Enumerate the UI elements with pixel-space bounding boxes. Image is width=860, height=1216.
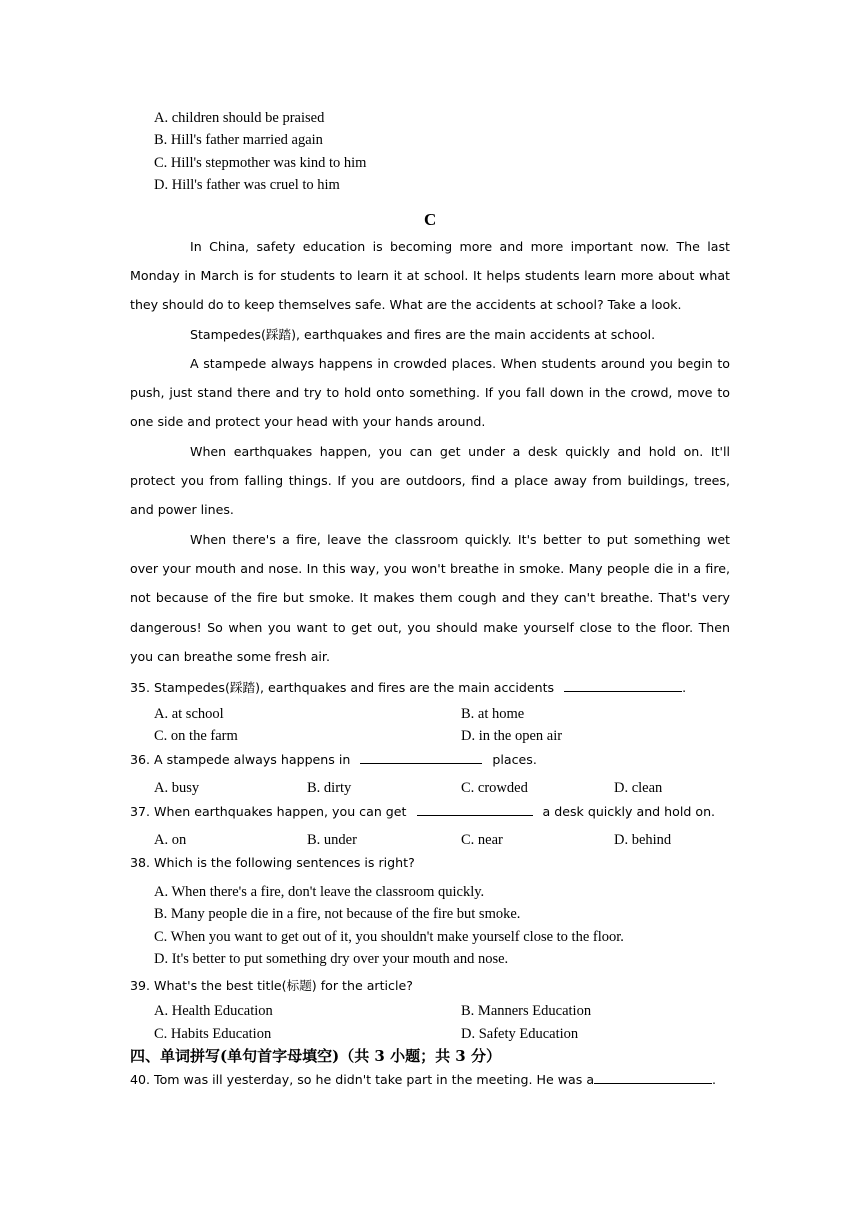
q34-option-d: D. Hill's father was cruel to him xyxy=(154,177,340,193)
q38-option-d: D. It's better to put something dry over your mouth and nose. xyxy=(154,951,509,967)
q38-option-b: B. Many people die in a fire, not because of the fire but smoke. xyxy=(154,906,521,922)
q39-stem: 39. What's the best title(标题) for the article? xyxy=(130,978,413,993)
passage-paragraph-2: Stampedes(踩踏), earthquakes and fires are the main accidents at school. xyxy=(190,327,656,342)
q37-option-b: B. under xyxy=(307,832,357,848)
q36-stem-after: places. xyxy=(492,752,537,767)
section-heading: 四、单词拼写(单句首字母填空)（共 3 小题；共 3 分） xyxy=(130,1047,501,1065)
q34-option-a: A. children should be praised xyxy=(154,110,325,126)
q39-option-c: C. Habits Education xyxy=(154,1026,272,1042)
q37-stem-after: a desk quickly and hold on. xyxy=(542,804,716,819)
q37-answer-blank[interactable] xyxy=(417,803,533,816)
q40-stem xyxy=(130,1071,716,1087)
q35-stem-before: 35. Stampedes(踩踏), earthquakes and fires are the main accidents xyxy=(130,680,555,695)
passage-paragraph-1: In China, safety education is becoming more and more important now. The last Monday in March is for students to learn it at school. It helps students learn more about what they should do to keep themselves safe. What are the accidents at school? Take a look. xyxy=(130,239,730,313)
q36-answer-blank[interactable] xyxy=(360,751,482,764)
q36-option-b: B. dirty xyxy=(307,780,352,796)
q39-option-b: B. Manners Education xyxy=(461,1003,592,1019)
q40-stem-before: 40. Tom was ill yesterday, so he didn't take part in the meeting. He was a xyxy=(130,1072,595,1087)
q36-option-d: D. clean xyxy=(614,780,663,796)
passage-title: C xyxy=(424,210,437,229)
q37-stem-before: 37. When earthquakes happen, you can get xyxy=(130,804,407,819)
q37-stem xyxy=(130,803,715,819)
q37-option-a: A. on xyxy=(154,832,187,848)
q35-option-d: D. in the open air xyxy=(461,728,563,744)
q39-option-d: D. Safety Education xyxy=(461,1026,579,1042)
q40-stem-after: . xyxy=(712,1072,717,1087)
q36-stem xyxy=(130,751,537,767)
q35-option-c: C. on the farm xyxy=(154,728,238,744)
q38-option-a: A. When there's a fire, don't leave the classroom quickly. xyxy=(154,884,485,900)
q34-option-b: B. Hill's father married again xyxy=(154,132,323,148)
q36-option-a: A. busy xyxy=(154,780,200,796)
q35-stem xyxy=(130,677,686,696)
q39-option-a: A. Health Education xyxy=(154,1003,273,1019)
q36-option-c: C. crowded xyxy=(461,780,528,796)
q34-option-c: C. Hill's stepmother was kind to him xyxy=(154,155,367,171)
q40-answer-blank[interactable] xyxy=(594,1071,712,1084)
q36-stem-before: 36. A stampede always happens in xyxy=(130,752,351,767)
q38-option-c: C. When you want to get out of it, you shouldn't make yourself close to the floor. xyxy=(154,929,624,945)
passage-paragraph-3: A stampede always happens in crowded places. When students around you begin to push, just stand there and try to hold onto something. If you fall down in the crowd, move to one side and protect your head with your hands around. xyxy=(130,356,730,430)
q35-option-a: A. at school xyxy=(154,706,224,722)
q37-option-d: D. behind xyxy=(614,832,672,848)
q35-option-b: B. at home xyxy=(461,706,525,722)
q35-answer-blank[interactable] xyxy=(564,679,682,692)
q35-stem-after: . xyxy=(682,680,687,695)
q37-option-c: C. near xyxy=(461,832,503,848)
passage-paragraph-5: When there's a fire, leave the classroom quickly. It's better to put something wet over your mouth and nose. In this way, you won't breathe in smoke. Many people die in a fire, not because of the fire but smoke. It makes them cough and they can't breathe. That's very dangerous! So when you want to get out, you should make yourself close to the floor. Then you can breathe some fresh air. xyxy=(130,532,730,664)
q38-stem: 38. Which is the following sentences is right? xyxy=(130,855,415,870)
passage-paragraph-4: When earthquakes happen, you can get under a desk quickly and hold on. It'll protect you from falling things. If you are outdoors, find a place away from buildings, trees, and power lines. xyxy=(130,444,730,518)
